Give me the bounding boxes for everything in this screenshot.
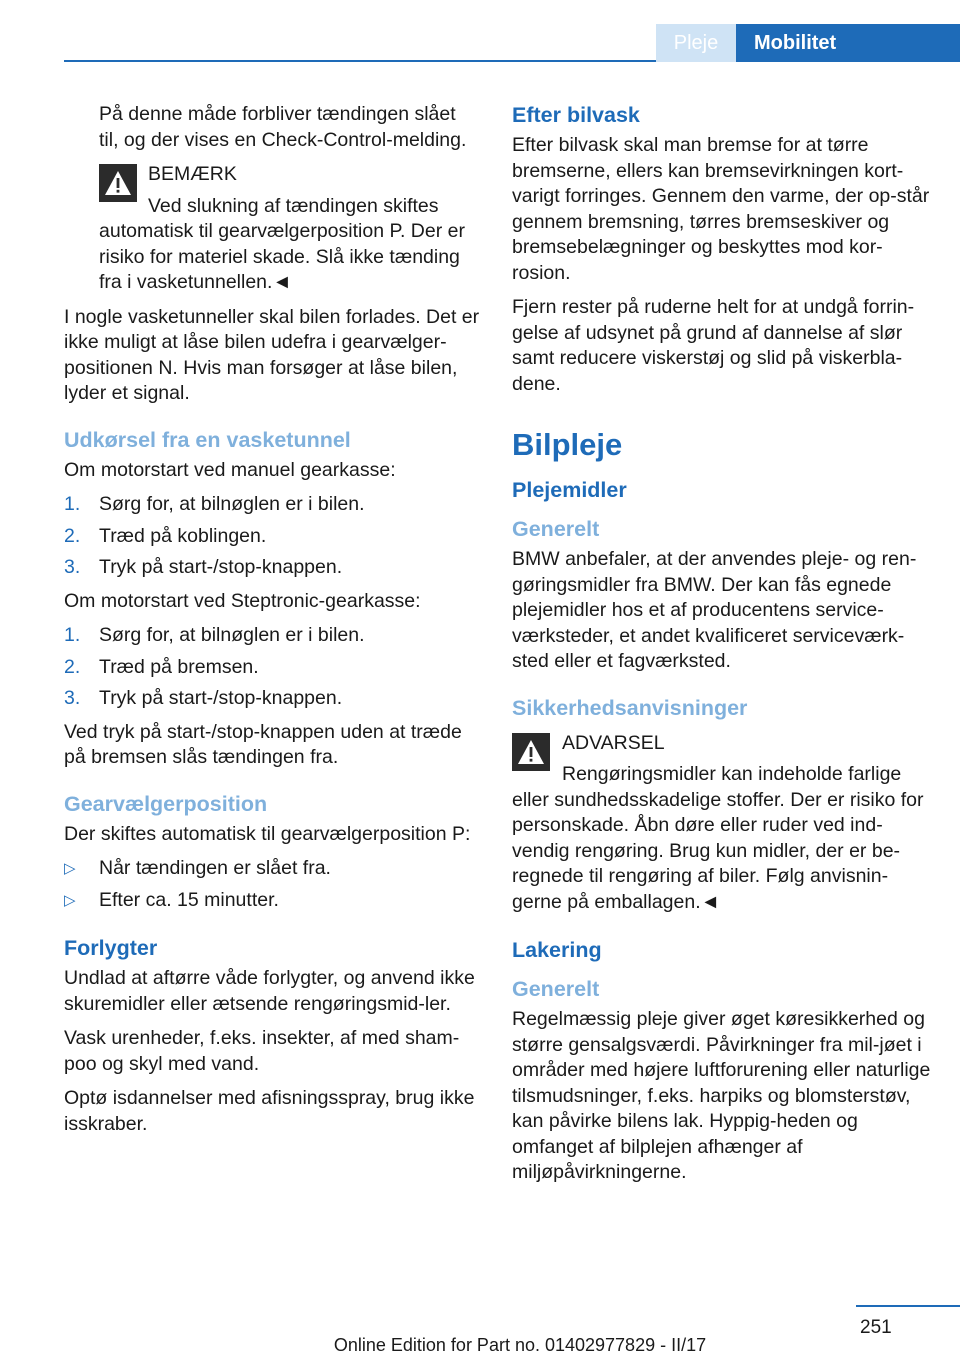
forlygter-paragraph: Optø isdannelser med afisningsspray, brug ikke isskraber. xyxy=(64,1087,475,1135)
footer-rule xyxy=(856,1305,960,1307)
heading-sikkerhed: Sikkerhedsanvisninger xyxy=(512,695,748,720)
heading-udkorsel: Udkørsel fra en vasketunnel xyxy=(64,427,351,452)
efter-paragraph: Fjern rester på ruderne helt for at undgå forrin-gelse af udsynet på grund af dannelse af slør samt reducere viskerstøj og slid på viskerbla-dene. xyxy=(512,296,915,395)
list-item: 3. Tryk på start-/stop-knappen. xyxy=(64,556,343,578)
edition-footer: Online Edition for Part no. 01402977829 - II/17 xyxy=(333,1335,707,1355)
warning-title: ADVARSEL xyxy=(562,731,665,754)
warning-line: Rengøringsmidler kan indeholde farlige xyxy=(562,763,902,785)
tunnels-paragraph: I nogle vasketunneller skal bilen forlades. Det er ikke muligt at låse bilen udefra i gearvælger-positionen N. Hvis man forsøger at låse bilen, lyder et signal. xyxy=(64,305,480,404)
generelt-paragraph: BMW anbefaler, at der anvendes pleje- og ren-gøringsmidler fra BMW. Der kan fås egnede plejemidler hos et af producentens service-værksteder, et andet kvalificeret serviceværk-sted eller et fagværksted. xyxy=(512,548,917,672)
right-column xyxy=(512,102,932,1195)
heading-generelt: Generelt xyxy=(512,977,600,1001)
list-item: 2. Træd på bremsen. xyxy=(64,655,259,678)
heading-generelt: Generelt xyxy=(512,517,600,541)
heading-forlygter: Forlygter xyxy=(64,936,158,960)
ved-tryk-paragraph: Ved tryk på start-/stop-knappen uden at træde på bremsen slås tændingen fra. xyxy=(64,720,462,768)
manuel-steps xyxy=(64,492,480,581)
bullet-triangle-icon: ▷ xyxy=(64,860,76,877)
note-text: automatisk til gearvælgerposition P. Der er risiko for materiel skade. Slå ikke tænding fra i vasketunnellen.◄ xyxy=(99,220,465,293)
heading-gearvaelger: Gearvælgerposition xyxy=(64,791,268,816)
list-item: ▷ Når tændingen er slået fra. xyxy=(64,856,480,882)
note-title: BEMÆRK xyxy=(148,163,237,185)
list-item: 1. Sørg for, at bilnøglen er i bilen. xyxy=(64,624,365,646)
warning-text: eller sundhedsskadelige stoffer. Der er risiko for personskade. Åbn døre eller ruder ved ind-vendig rengøring. Brug kun midler, der er be-regnede til rengøring af biler. Følg anvisnin-gerne på emballagen.◄ xyxy=(512,788,924,913)
steptronic-steps xyxy=(64,623,480,712)
warning-triangle-icon xyxy=(99,164,137,202)
list-item: 1. Sørg for, at bilnøglen er i bilen. xyxy=(64,493,365,515)
efter-paragraph: Efter bilvask skal man bremse for at tørre bremserne, ellers kan bremsevirkningen kort-varigt forringes. Gennem den varme, der op-står gennem bremsning, tørres bremseskiver og bremsebelægninger og beskyttes mod kor-rosion. xyxy=(512,134,930,284)
tab-pleje[interactable]: Pleje xyxy=(656,24,736,62)
heading-plejemidler: Plejemidler xyxy=(512,478,627,502)
note-line: Ved slukning af tændingen skiftes xyxy=(148,194,439,217)
heading-bilpleje: Bilpleje xyxy=(512,427,623,462)
left-column xyxy=(64,102,480,1146)
steptronic-intro: Om motorstart ved Steptronic-gearkasse: xyxy=(64,589,421,612)
tab-mobilitet[interactable]: Mobilitet xyxy=(736,24,960,62)
forlygter-paragraph: Undlad at aftørre våde forlygter, og anvend ikke skuremidler eller ætsende rengøringsmid-ler. xyxy=(64,967,475,1015)
gear-bullets xyxy=(64,856,480,913)
heading-efter-bilvask: Efter bilvask xyxy=(512,103,640,127)
gear-paragraph: Der skiftes automatisk til gearvælgerposition P: xyxy=(64,822,471,845)
note-block xyxy=(64,162,480,296)
manuel-intro: Om motorstart ved manuel gearkasse: xyxy=(64,458,396,481)
list-item: 2. Træd på koblingen. xyxy=(64,524,267,547)
list-item: ▷ Efter ca. 15 minutter. xyxy=(64,888,480,914)
intro-paragraph: På denne måde forbliver tændingen slået til, og der vises en Check-Control-melding. xyxy=(99,103,467,151)
page-number: 251 xyxy=(860,1317,892,1338)
forlygter-paragraph: Vask urenheder, f.eks. insekter, af med sham-poo og skyl med vand. xyxy=(64,1027,460,1075)
bullet-triangle-icon: ▷ xyxy=(64,891,76,909)
heading-lakering: Lakering xyxy=(512,938,602,962)
list-item: 3. Tryk på start-/stop-knappen. xyxy=(64,687,343,709)
warning-block xyxy=(512,731,932,916)
generelt-paragraph: Regelmæssig pleje giver øget køresikkerhed og større gensalgsværdi. Påvirkninger fra mil-jøet i områder med højere luftforurening eller naturlige tilsmudsninger, f.eks. harpiks og blomsterstøv, kan påvirke bilens lak. Hyppig-heden og omfanget af bilplejen afhænger af miljøpåvirkningerne. xyxy=(512,1008,931,1183)
warning-triangle-icon xyxy=(512,733,550,771)
